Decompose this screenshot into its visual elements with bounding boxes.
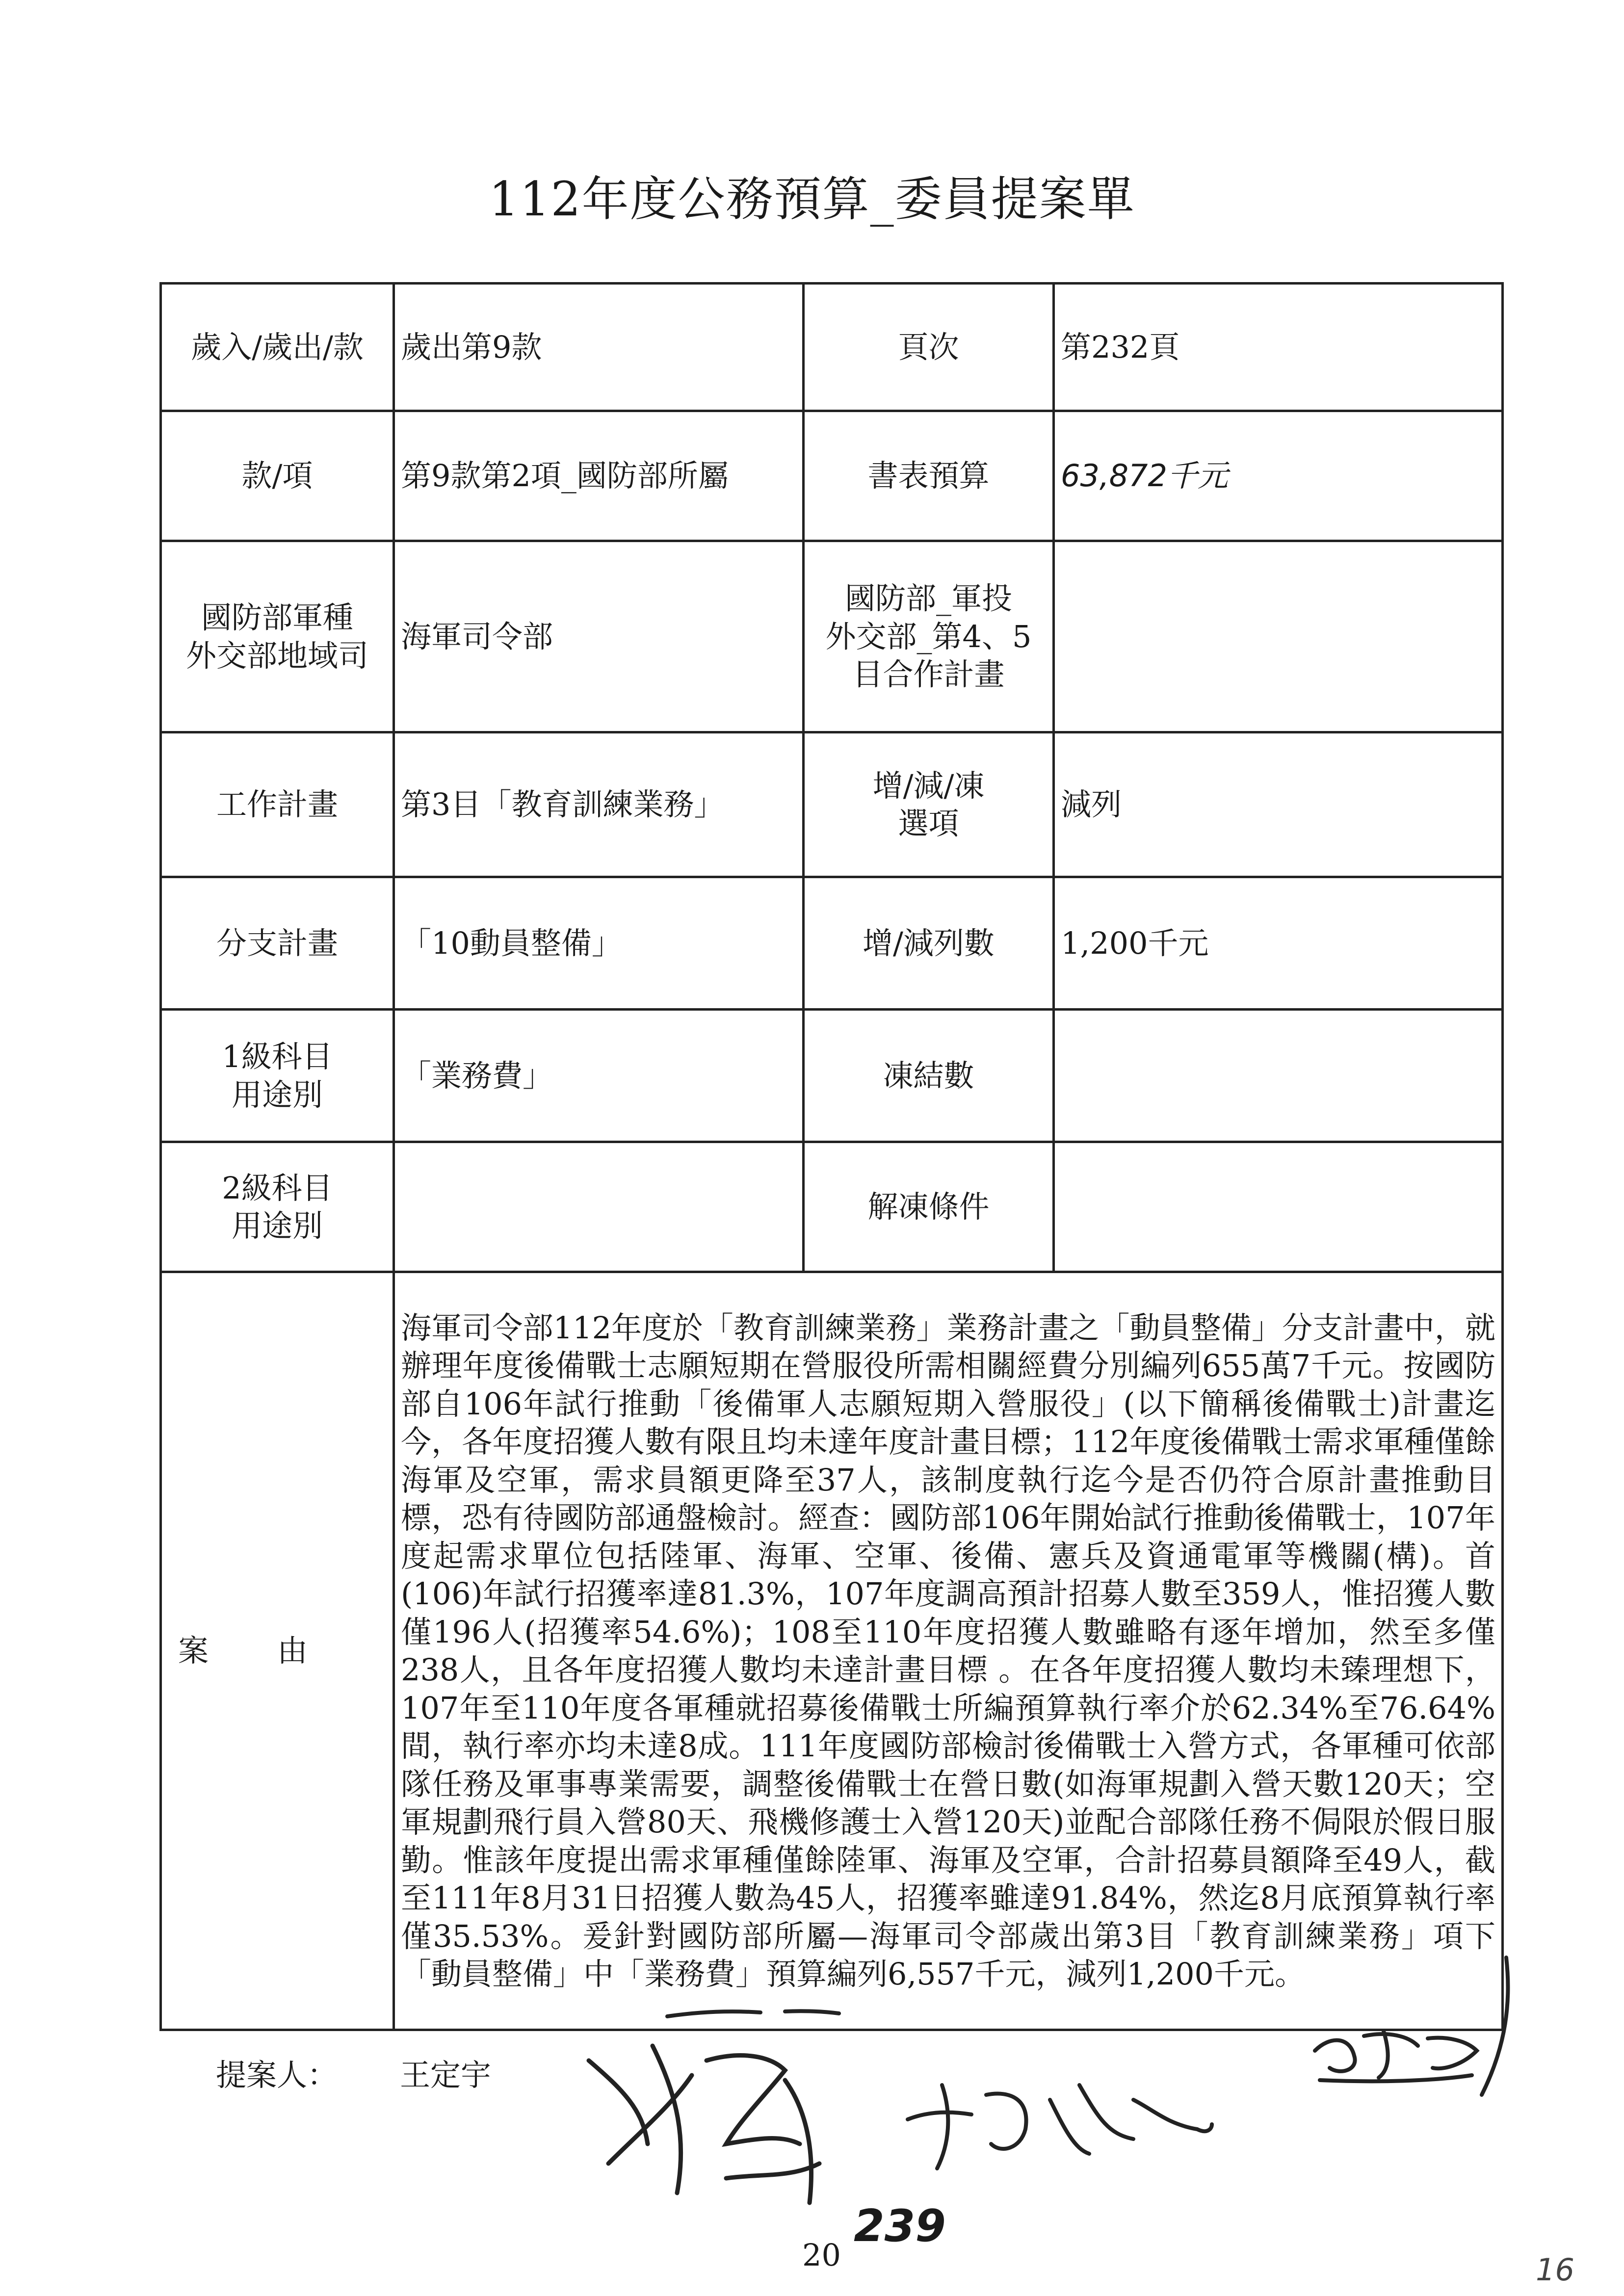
- value-page: 第232頁: [1054, 284, 1503, 411]
- label-program-line2: 外交部_第4、5: [825, 618, 1032, 654]
- value-program: [1054, 541, 1503, 732]
- label-program-line1: 國防部_軍投: [844, 580, 1012, 617]
- form-row-budget-type: [161, 284, 1503, 411]
- label-item: 款/項: [161, 411, 394, 541]
- value-work-plan: 第3目「教育訓練業務」: [394, 732, 804, 877]
- form-row-work-plan: [161, 732, 1503, 877]
- value-item: 第9款第2項_國防部所屬: [394, 411, 804, 541]
- label-budget-type: 歲入/歲出/款: [161, 284, 394, 411]
- value-branch-plan: 「10動員整備」: [394, 877, 804, 1010]
- page-number: 20: [802, 2237, 841, 2273]
- label-level1-subject: [161, 1010, 394, 1142]
- handwritten-page-number: 239: [854, 2200, 946, 2252]
- form-row-level2-subject: [161, 1142, 1503, 1272]
- label-option-line2: 選項: [898, 806, 959, 841]
- label-option: [804, 732, 1054, 877]
- signature-2: [903, 2056, 1217, 2178]
- signature-1: [579, 2016, 854, 2227]
- form-row-item: [161, 411, 1503, 541]
- strike-mark: [662, 2002, 849, 2031]
- form-row-reason: [161, 1272, 1503, 2030]
- value-frozen-amount: [1054, 1010, 1503, 1142]
- label-level2-line1: 2級科目: [222, 1170, 333, 1206]
- label-page: 頁次: [804, 284, 1054, 411]
- corner-number: 16: [1536, 2252, 1574, 2288]
- label-unfreeze-condition: 解凍條件: [804, 1142, 1054, 1272]
- label-department: [161, 541, 394, 732]
- value-amount: 1,200千元: [1054, 877, 1503, 1010]
- label-amount: 增/減列數: [804, 877, 1054, 1010]
- value-book-budget: 63,872千元: [1054, 411, 1503, 541]
- label-department-line1: 國防部軍種: [201, 600, 353, 635]
- value-department: 海軍司令部: [394, 541, 804, 732]
- proposer-label: 提案人：: [216, 2057, 338, 2093]
- label-department-line2: 外交部地域司: [185, 637, 368, 674]
- label-level2-subject: [161, 1142, 394, 1272]
- label-level1-line2: 用途別: [231, 1076, 323, 1113]
- label-frozen-amount: 凍結數: [804, 1010, 1054, 1142]
- value-budget-type: 歲出第9款: [394, 284, 804, 411]
- label-level2-line2: 用途別: [231, 1208, 323, 1244]
- label-book-budget: 書表預算: [804, 411, 1054, 541]
- signature-3: [1305, 1953, 1550, 2114]
- reason-text: 海軍司令部112年度於「教育訓練業務」業務計畫之「動員整備」分支計畫中，就辦理年度後備戰士志願短期在營服役所需相關經費分別編列655萬7千元。按國防部自106年試行推動「後備軍人志願短期入營服役」(以下簡稱後備戰士)計畫迄今，各年度招獲人數有限且均未達年度計畫目標；112年度後備戰士需求軍種僅餘海軍及空軍，需求員額更降至37人，該制度執行迄今是否仍符合原計畫推動目標，恐有待國防部通盤檢討。經查：國防部106年開始試行推動後備戰士，107年度起需求單位包括陸軍、海軍、空軍、後備、憲兵及資通電軍等機關(構)。首(106)年試行招獲率達81.3%，107年度調高預計招募人數至359人，惟招獲人數僅196人(招獲率54.6%)；108至110年度招獲人數雖略有逐年增加，然至多僅238人，且各年度招獲人數均未達計畫目標 。在各年度招獲人數均未臻理想下，107年至110年度各軍種就招募後備戰士所編預算執行率介於62.34%至76.64%間，執行率亦均未達8成。111年度國防部檢討後備戰士入營方式，各軍種可依部隊任務及軍事專業需要，調整後備戰士在營日數(如海軍規劃入營天數120天；空軍規劃飛行員入營80天、飛機修護士入營120天)並配合部隊任務不侷限於假日服勤。惟該年度提出需求軍種僅餘陸軍、海軍及空軍，合計招募員額降至49人，截至111年8月31日招獲人數為45人，招獲率雖達91.84%，然迄8月底預算執行率僅35.53%。爰針對國防部所屬—海軍司令部歲出第3目「教育訓練業務」項下「動員整備」中「業務費」預算編列6,557千元，減列1,200千元。: [394, 1272, 1503, 2030]
- value-option: 減列: [1054, 732, 1503, 877]
- form-row-department: [161, 541, 1503, 732]
- label-option-line1: 增/減/凍: [872, 767, 985, 804]
- value-level1-subject: 「業務費」: [394, 1010, 804, 1142]
- proposal-form-table: [159, 282, 1504, 2031]
- label-program-line3: 目合作計畫: [852, 656, 1005, 693]
- proposer-name: 王定宇: [400, 2057, 492, 2093]
- label-program: [804, 541, 1054, 732]
- value-unfreeze-condition: [1054, 1142, 1503, 1272]
- value-level2-subject: [394, 1142, 804, 1272]
- label-branch-plan: 分支計畫: [161, 877, 394, 1010]
- form-row-level1-subject: [161, 1010, 1503, 1142]
- page-title: 112年度公務預算_委員提案單: [489, 172, 1135, 227]
- label-level1-line1: 1級科目: [222, 1039, 333, 1074]
- form-row-branch-plan: [161, 877, 1503, 1010]
- label-work-plan: 工作計畫: [161, 732, 394, 877]
- label-reason: 案由: [161, 1272, 394, 2030]
